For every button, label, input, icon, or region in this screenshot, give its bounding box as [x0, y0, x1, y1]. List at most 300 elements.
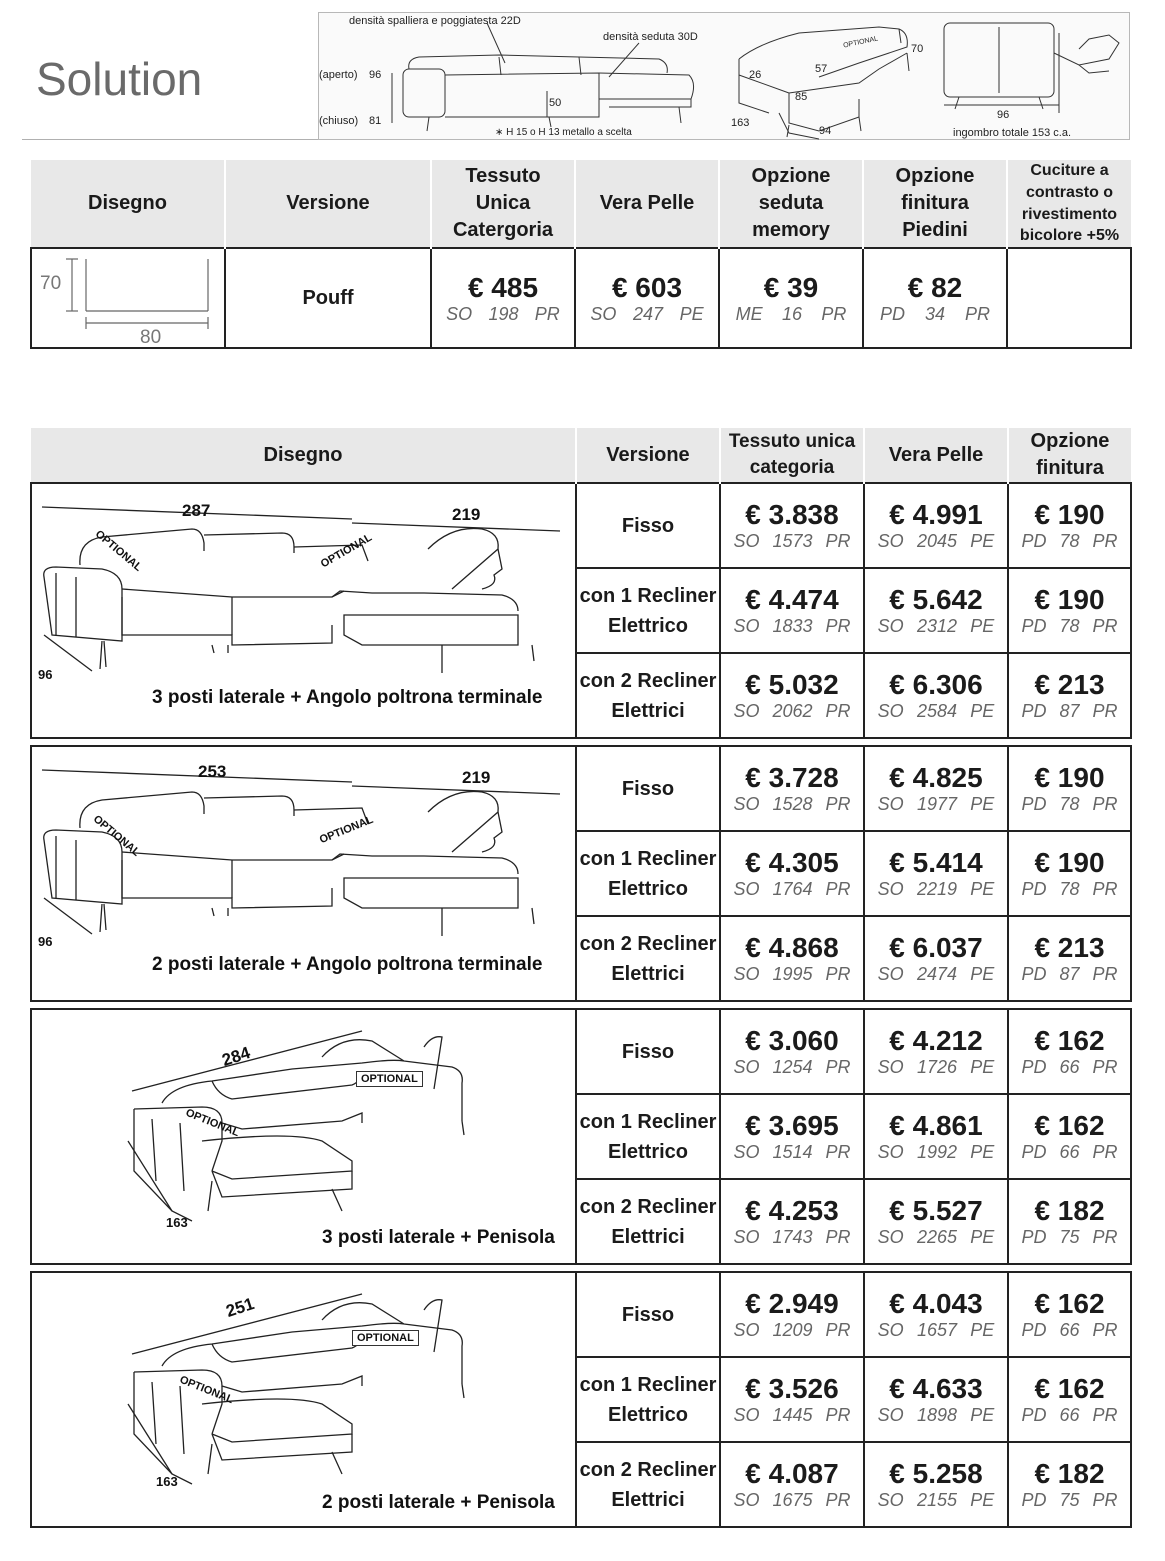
col-tessuto: Tessuto Unica Catergoria	[431, 160, 575, 248]
code-2: 1514	[772, 1142, 813, 1162]
price-value: € 603	[611, 271, 683, 303]
price-codes	[865, 1490, 1007, 1511]
sofa-technical-sketch	[319, 13, 1131, 141]
spacer-cell	[31, 738, 1131, 746]
code-2: 2312	[916, 616, 957, 636]
code-2: 66	[1059, 1320, 1080, 1340]
price-value: € 190	[1034, 847, 1105, 878]
price-codes	[1009, 964, 1130, 985]
versione-cell: con 2 Recliner Elettrici	[576, 1442, 720, 1527]
price-value: € 3.838	[745, 499, 839, 530]
col-versione: Versione	[225, 160, 431, 248]
code-2: 78	[1059, 616, 1080, 636]
price-cell-pelle	[864, 1442, 1008, 1527]
price-value: € 4.087	[745, 1458, 839, 1489]
code-2: 247	[632, 303, 664, 324]
code-3: PE	[970, 1320, 995, 1340]
sofa-sketch	[32, 1011, 577, 1263]
price-cell-tessuto	[720, 1442, 864, 1527]
optional-label: OPTIONAL	[356, 1071, 423, 1087]
price-codes	[1009, 1227, 1130, 1248]
code-1: ME	[735, 303, 763, 324]
pouff-price-table	[30, 160, 1132, 349]
code-1: PD	[1021, 1405, 1047, 1425]
header-sketch-panel	[318, 12, 1130, 140]
code-1: PD	[1021, 1142, 1047, 1162]
sofa-sketch	[32, 1274, 577, 1526]
price-codes	[1009, 1057, 1130, 1078]
code-1: SO	[877, 1227, 904, 1247]
price-cell-tessuto	[720, 1272, 864, 1357]
code-2: 2474	[916, 964, 957, 984]
label-d26: 26	[749, 69, 762, 81]
code-3: PR	[1092, 1227, 1118, 1247]
code-2: 78	[1059, 879, 1080, 899]
code-3: PR	[825, 616, 851, 636]
price-value: € 4.868	[745, 932, 839, 963]
label-densita-seduta: densità seduta 30D	[603, 31, 698, 43]
dimension-label: 251	[223, 1293, 257, 1321]
code-3: PR	[825, 1057, 851, 1077]
code-3: PR	[825, 1142, 851, 1162]
col-disegno: Disegno	[31, 160, 225, 248]
code-3: PE	[970, 1227, 995, 1247]
price-codes	[1009, 1405, 1130, 1426]
price-codes	[576, 304, 718, 325]
price-value: € 4.212	[889, 1025, 983, 1056]
price-value: € 190	[1034, 499, 1105, 530]
price-value: € 5.258	[889, 1458, 983, 1489]
composition-caption: 2 posti laterale + Angolo poltrona terminale	[152, 953, 543, 975]
group-spacer	[31, 1001, 1131, 1009]
price-codes	[865, 1142, 1007, 1163]
price-codes	[721, 531, 863, 552]
code-1: SO	[733, 616, 760, 636]
price-codes	[865, 1057, 1007, 1078]
code-2: 66	[1059, 1057, 1080, 1077]
code-1: SO	[877, 1405, 904, 1425]
code-2: 1977	[916, 794, 957, 814]
composition-caption: 3 posti laterale + Angolo poltrona terminale	[152, 686, 543, 708]
code-3: PE	[970, 531, 995, 551]
code-3: PR	[1092, 1490, 1118, 1510]
composition-drawing	[31, 746, 576, 1001]
code-1: SO	[590, 303, 617, 324]
price-cell-fin	[1008, 916, 1131, 1001]
price-codes	[1009, 1142, 1130, 1163]
price-codes	[721, 879, 863, 900]
code-2: 66	[1059, 1142, 1080, 1162]
price-codes	[865, 701, 1007, 722]
code-1: PD	[879, 303, 905, 324]
price-value: € 162	[1034, 1373, 1105, 1404]
price-value: € 6.037	[889, 932, 983, 963]
col-cuciture: Cuciture a contrasto o rivestimento bicolore +5%	[1007, 160, 1131, 248]
code-1: SO	[877, 1142, 904, 1162]
price-cell-pelle	[864, 1179, 1008, 1264]
pouff-header-row	[31, 160, 1131, 248]
optional-label: OPTIONAL	[177, 1373, 236, 1406]
price-codes	[1009, 701, 1130, 722]
price-value: € 5.642	[889, 584, 983, 615]
pouff-price-pelle	[575, 248, 719, 348]
code-1: SO	[733, 794, 760, 814]
code-2: 2219	[916, 879, 957, 899]
price-cell-fin	[1008, 568, 1131, 653]
dimension-label: 163	[156, 1473, 178, 1489]
dimension-label: 287	[182, 500, 211, 520]
pouff-row	[31, 248, 1131, 348]
table-row	[31, 746, 1131, 831]
price-codes	[720, 304, 862, 325]
label-d94: 94	[819, 125, 832, 137]
price-cell-fin	[1008, 1442, 1131, 1527]
price-codes	[1009, 531, 1130, 552]
code-1: SO	[733, 701, 760, 721]
price-value: € 82	[907, 271, 963, 303]
code-3: PR	[1092, 1320, 1118, 1340]
code-3: PE	[970, 616, 995, 636]
code-3: PE	[970, 1405, 995, 1425]
code-1: PD	[1021, 701, 1047, 721]
code-3: PE	[970, 1142, 995, 1162]
price-cell-tessuto	[720, 831, 864, 916]
code-1: SO	[877, 616, 904, 636]
price-cell-pelle	[864, 1357, 1008, 1442]
price-value: € 4.991	[889, 499, 983, 530]
price-codes	[721, 1405, 863, 1426]
price-cell-tessuto	[720, 746, 864, 831]
code-1: PD	[1021, 879, 1047, 899]
code-3: PR	[534, 303, 560, 324]
code-3: PE	[970, 964, 995, 984]
price-codes	[865, 794, 1007, 815]
code-1: SO	[877, 1490, 904, 1510]
price-codes	[721, 1057, 863, 1078]
price-value: € 3.060	[745, 1025, 839, 1056]
price-codes	[865, 1405, 1007, 1426]
pouff-dimension-sketch	[32, 249, 222, 349]
group-spacer	[31, 1264, 1131, 1272]
price-value: € 4.633	[889, 1373, 983, 1404]
code-3: PR	[825, 701, 851, 721]
code-2: 1995	[772, 964, 813, 984]
price-cell-fin	[1008, 483, 1131, 568]
price-codes	[865, 879, 1007, 900]
code-2: 75	[1059, 1227, 1080, 1247]
code-3: PR	[825, 1490, 851, 1510]
code-1: SO	[877, 879, 904, 899]
code-1: SO	[877, 701, 904, 721]
code-1: SO	[733, 1320, 760, 1340]
label-d85: 85	[795, 91, 808, 103]
dimension-label: 284	[219, 1042, 253, 1070]
code-3: PR	[821, 303, 847, 324]
versione-cell: con 2 Recliner Elettrici	[576, 1179, 720, 1264]
price-cell-fin	[1008, 1009, 1131, 1094]
code-1: SO	[733, 1227, 760, 1247]
header-divider	[22, 139, 318, 140]
code-1: PD	[1021, 531, 1047, 551]
label-d96: 96	[997, 109, 1010, 121]
versione-cell: con 2 Recliner Elettrici	[576, 653, 720, 738]
price-cell-pelle	[864, 483, 1008, 568]
price-cell-fin	[1008, 653, 1131, 738]
price-codes	[721, 1142, 863, 1163]
code-3: PR	[825, 531, 851, 551]
price-cell-pelle	[864, 1094, 1008, 1179]
price-codes	[721, 616, 863, 637]
label-chiuso: (chiuso)	[319, 115, 359, 127]
label-piedi: ∗ H 15 o H 13 metallo a scelta	[495, 127, 632, 138]
table-row	[31, 1272, 1131, 1357]
price-cell-fin	[1008, 1179, 1131, 1264]
code-2: 2062	[772, 701, 813, 721]
composition-drawing	[31, 1009, 576, 1264]
versione-cell: Fisso	[576, 483, 720, 568]
price-value: € 182	[1034, 1458, 1105, 1489]
code-3: PE	[970, 1057, 995, 1077]
composition-caption: 2 posti laterale + Penisola	[322, 1491, 555, 1513]
main-header-row	[31, 428, 1131, 483]
spacer-cell	[31, 1264, 1131, 1272]
price-cell-tessuto	[720, 653, 864, 738]
versione-cell: con 2 Recliner Elettrici	[576, 916, 720, 1001]
label-d163: 163	[731, 117, 750, 129]
code-2: 1573	[772, 531, 813, 551]
pouff-cuciture-empty	[1007, 248, 1131, 348]
code-3: PR	[964, 303, 990, 324]
price-value: € 162	[1034, 1025, 1105, 1056]
price-cell-fin	[1008, 831, 1131, 916]
code-1: PD	[1021, 1227, 1047, 1247]
code-2: 1726	[916, 1057, 957, 1077]
optional-label: OPTIONAL	[92, 527, 145, 574]
price-value: € 5.414	[889, 847, 983, 878]
dimension-label: 219	[462, 767, 491, 787]
price-cell-fin	[1008, 746, 1131, 831]
code-2: 87	[1059, 701, 1080, 721]
code-1: SO	[733, 879, 760, 899]
price-codes	[865, 964, 1007, 985]
label-aperto-val: 96	[369, 69, 382, 81]
composition-drawing	[31, 1272, 576, 1527]
price-codes	[1009, 1320, 1130, 1341]
group-spacer	[31, 738, 1131, 746]
price-codes	[1009, 794, 1130, 815]
code-3: PE	[970, 1490, 995, 1510]
dimension-label: 96	[38, 933, 53, 949]
code-3: PR	[1092, 616, 1118, 636]
code-2: 1445	[772, 1405, 813, 1425]
price-cell-tessuto	[720, 568, 864, 653]
price-value: € 5.032	[745, 669, 839, 700]
code-2: 2045	[916, 531, 957, 551]
price-value: € 485	[467, 271, 539, 303]
price-codes	[721, 1490, 863, 1511]
price-codes	[865, 531, 1007, 552]
pouff-drawing	[31, 248, 225, 348]
code-3: PR	[1092, 701, 1118, 721]
price-cell-tessuto	[720, 483, 864, 568]
code-1: SO	[877, 964, 904, 984]
price-codes	[1009, 879, 1130, 900]
code-2: 75	[1059, 1490, 1080, 1510]
col-opzione-finitura: Opzione finitura	[1008, 428, 1131, 483]
code-1: PD	[1021, 1057, 1047, 1077]
price-cell-tessuto	[720, 1094, 864, 1179]
price-cell-pelle	[864, 1272, 1008, 1357]
code-3: PR	[825, 1227, 851, 1247]
label-h50: 50	[549, 97, 562, 109]
pouff-versione: Pouff	[225, 248, 431, 348]
label-optional: OPTIONAL	[842, 35, 879, 50]
code-2: 16	[781, 303, 802, 324]
code-1: PD	[1021, 616, 1047, 636]
price-cell-tessuto	[720, 1009, 864, 1094]
price-cell-fin	[1008, 1357, 1131, 1442]
price-value: € 3.695	[745, 1110, 839, 1141]
code-3: PE	[970, 879, 995, 899]
code-1: PD	[1021, 1320, 1047, 1340]
price-value: € 213	[1034, 932, 1105, 963]
composition-price-table	[30, 428, 1132, 1528]
code-2: 78	[1059, 794, 1080, 814]
code-1: SO	[877, 794, 904, 814]
pouff-price-piedini	[863, 248, 1007, 348]
code-3: PE	[679, 303, 704, 324]
versione-cell: Fisso	[576, 1272, 720, 1357]
price-value: € 4.253	[745, 1195, 839, 1226]
versione-cell: con 1 Recliner Elettrico	[576, 1357, 720, 1442]
code-1: SO	[733, 1057, 760, 1077]
price-value: € 4.861	[889, 1110, 983, 1141]
code-3: PR	[1092, 1405, 1118, 1425]
code-2: 1675	[772, 1490, 813, 1510]
price-value: € 3.526	[745, 1373, 839, 1404]
code-1: SO	[877, 531, 904, 551]
code-1: PD	[1021, 1490, 1047, 1510]
code-3: PE	[970, 701, 995, 721]
code-1: SO	[877, 1320, 904, 1340]
price-cell-pelle	[864, 653, 1008, 738]
col-tessuto: Tessuto unica categoria	[720, 428, 864, 483]
optional-label: OPTIONAL	[90, 812, 143, 859]
code-3: PR	[825, 1405, 851, 1425]
dimension-label: 96	[38, 666, 53, 682]
pouff-height: 70	[40, 273, 62, 294]
price-cell-fin	[1008, 1094, 1131, 1179]
code-2: 87	[1059, 964, 1080, 984]
price-cell-tessuto	[720, 916, 864, 1001]
code-2: 1764	[772, 879, 813, 899]
price-cell-pelle	[864, 746, 1008, 831]
price-value: € 190	[1034, 762, 1105, 793]
table-row	[31, 1009, 1131, 1094]
code-2: 1528	[772, 794, 813, 814]
price-cell-pelle	[864, 916, 1008, 1001]
code-3: PR	[1092, 1057, 1118, 1077]
price-cell-pelle	[864, 831, 1008, 916]
price-codes	[721, 701, 863, 722]
price-codes	[1009, 1490, 1130, 1511]
price-value: € 39	[763, 271, 819, 303]
price-codes	[721, 794, 863, 815]
table-row	[31, 483, 1131, 568]
col-vera-pelle: Vera Pelle	[864, 428, 1008, 483]
versione-cell: con 1 Recliner Elettrico	[576, 1094, 720, 1179]
code-3: PR	[1092, 794, 1118, 814]
price-cell-pelle	[864, 568, 1008, 653]
optional-label: OPTIONAL	[352, 1330, 419, 1346]
label-ingombro: ingombro totale 153 c.a.	[953, 127, 1072, 139]
code-2: 1657	[916, 1320, 957, 1340]
dimension-label: 163	[166, 1214, 188, 1230]
label-densita-spalliera: densità spalliera e poggiatesta 22D	[349, 15, 521, 27]
price-value: € 213	[1034, 669, 1105, 700]
price-cell-fin	[1008, 1272, 1131, 1357]
code-1: SO	[877, 1057, 904, 1077]
price-value: € 4.043	[889, 1288, 983, 1319]
code-3: PR	[825, 879, 851, 899]
code-1: SO	[446, 303, 473, 324]
col-vera-pelle: Vera Pelle	[575, 160, 719, 248]
code-2: 1833	[772, 616, 813, 636]
code-2: 1209	[772, 1320, 813, 1340]
price-value: € 6.306	[889, 669, 983, 700]
code-2: 1743	[772, 1227, 813, 1247]
price-codes	[865, 1227, 1007, 1248]
code-2: 2265	[916, 1227, 957, 1247]
code-1: SO	[733, 1405, 760, 1425]
code-3: PR	[1092, 1142, 1118, 1162]
price-value: € 190	[1034, 584, 1105, 615]
page-header	[22, 12, 1130, 140]
price-value: € 162	[1034, 1110, 1105, 1141]
spacer-cell	[31, 1001, 1131, 1009]
code-2: 78	[1059, 531, 1080, 551]
label-d70: 70	[911, 43, 924, 55]
composition-groups	[31, 483, 1131, 1527]
price-value: € 4.825	[889, 762, 983, 793]
price-value: € 162	[1034, 1288, 1105, 1319]
code-1: SO	[733, 1490, 760, 1510]
label-d57: 57	[815, 63, 828, 75]
code-1: PD	[1021, 964, 1047, 984]
optional-label: OPTIONAL	[318, 531, 375, 570]
code-2: 1992	[916, 1142, 957, 1162]
price-cell-tessuto	[720, 1357, 864, 1442]
code-3: PE	[970, 794, 995, 814]
code-1: SO	[733, 964, 760, 984]
price-value: € 5.527	[889, 1195, 983, 1226]
price-codes	[865, 616, 1007, 637]
code-2: 34	[924, 303, 945, 324]
pouff-price-memory	[719, 248, 863, 348]
composition-drawing	[31, 483, 576, 738]
price-codes	[721, 964, 863, 985]
price-codes	[864, 304, 1006, 325]
code-3: PR	[825, 964, 851, 984]
col-disegno: Disegno	[31, 428, 576, 483]
label-chiuso-val: 81	[369, 115, 382, 127]
optional-label: OPTIONAL	[183, 1106, 242, 1139]
price-codes	[865, 1320, 1007, 1341]
page-title: Solution	[36, 53, 203, 105]
price-codes	[721, 1227, 863, 1248]
price-value: € 3.728	[745, 762, 839, 793]
code-3: PR	[1092, 964, 1118, 984]
